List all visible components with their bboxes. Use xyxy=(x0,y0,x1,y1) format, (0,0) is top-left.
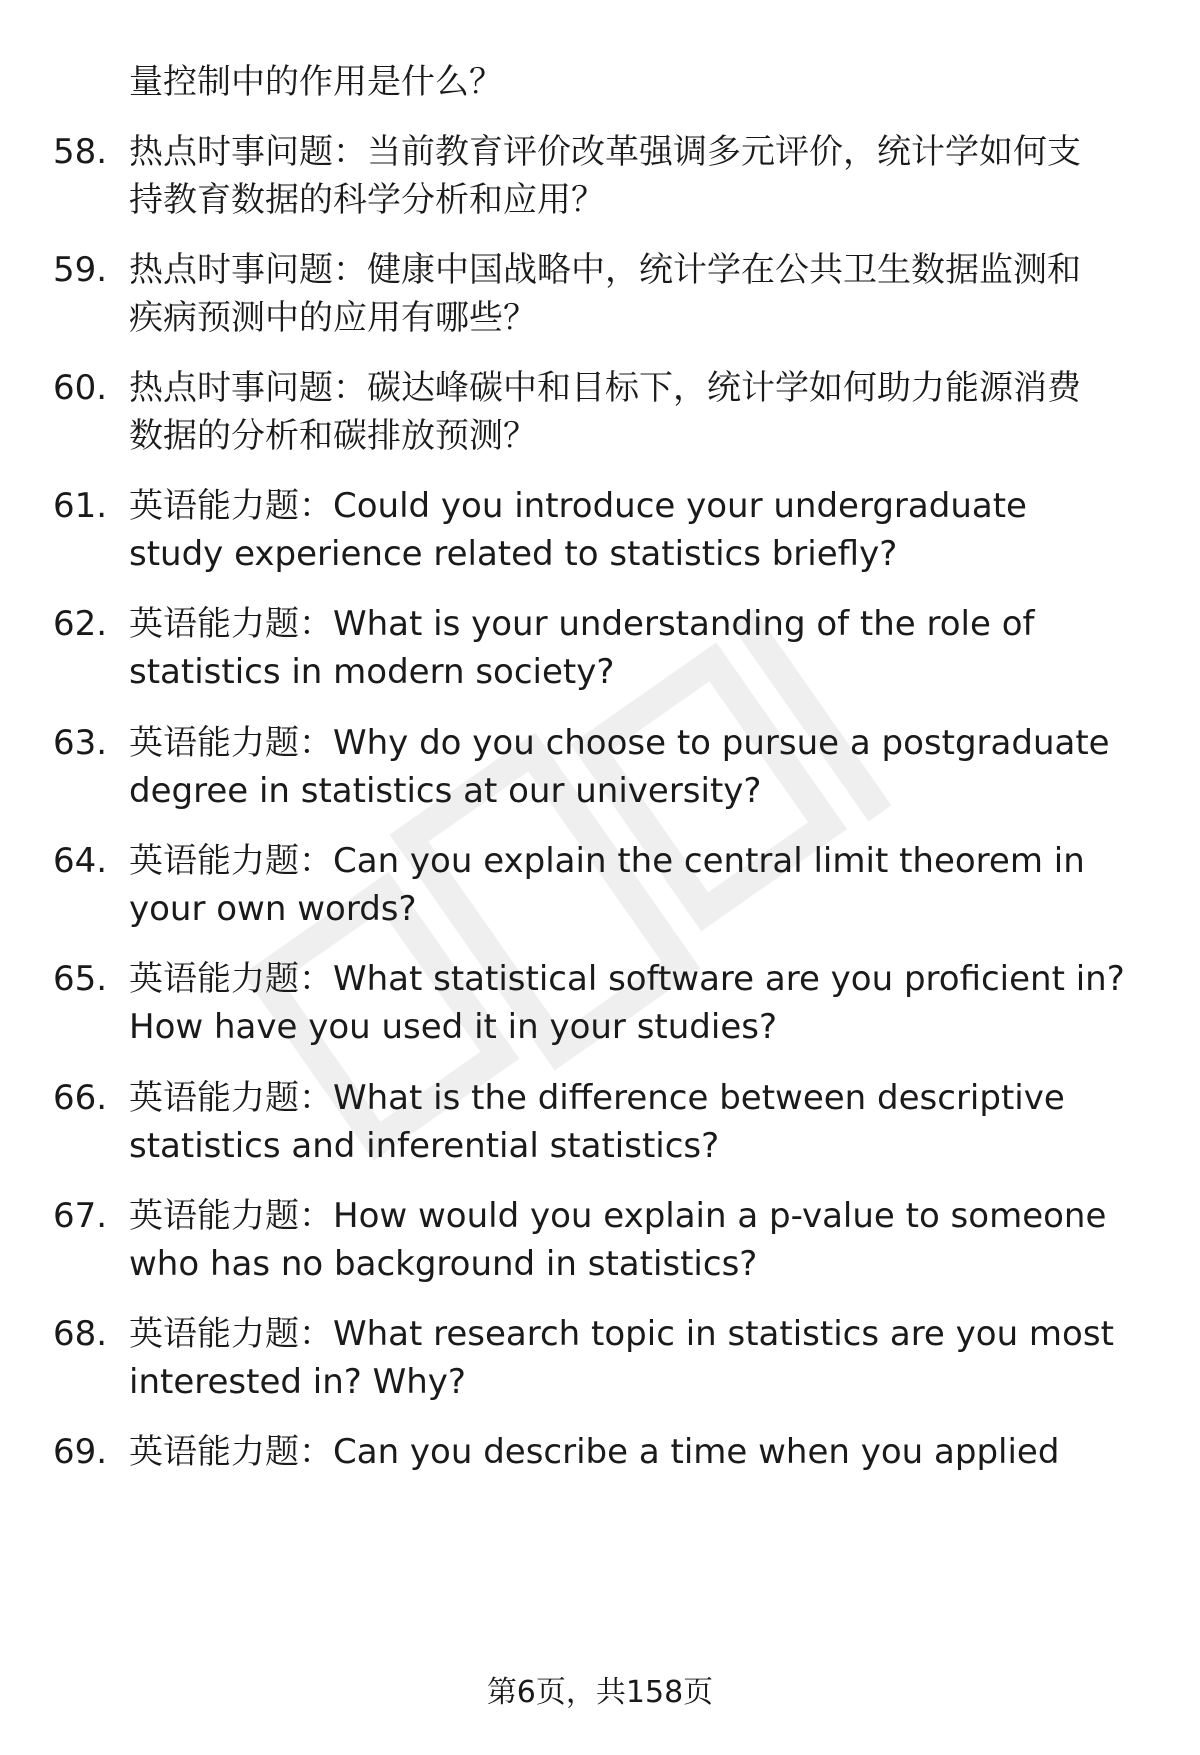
question-line: 英语能力题：What is your understanding of the role of xyxy=(129,604,1035,644)
question-line: interested in? Why? xyxy=(129,1362,466,1402)
question-line: who has no background in statistics? xyxy=(129,1244,758,1284)
question-line: 英语能力题：What is the difference between descriptive xyxy=(129,1078,1065,1118)
question-number: 60. xyxy=(53,368,108,408)
question-line: 数据的分析和碳排放预测？ xyxy=(129,416,537,456)
question-line: degree in statistics at our university? xyxy=(129,771,762,811)
question-number: 58. xyxy=(53,132,108,172)
question-line: 英语能力题：Can you explain the central limit theorem in xyxy=(129,841,1085,881)
question-line: 量控制中的作用是什么？ xyxy=(129,62,503,102)
question-line: 英语能力题：What statistical software are you proficient in? xyxy=(129,959,1125,999)
question-line: 英语能力题：Why do you choose to pursue a postgraduate xyxy=(129,723,1110,763)
question-line: statistics in modern society? xyxy=(129,652,615,692)
question-line: 英语能力题：What research topic in statistics are you most xyxy=(129,1314,1114,1354)
question-number: 66. xyxy=(53,1078,108,1118)
question-number: 59. xyxy=(53,250,108,290)
question-line: 英语能力题：How would you explain a p-value to someone xyxy=(129,1196,1107,1236)
question-line: How have you used it in your studies? xyxy=(129,1007,778,1047)
question-number: 64. xyxy=(53,841,108,881)
question-line: 英语能力题：Could you introduce your undergraduate xyxy=(129,486,1027,526)
question-line: 持教育数据的科学分析和应用？ xyxy=(129,180,605,220)
question-line: 疾病预测中的应用有哪些？ xyxy=(129,298,537,338)
question-line: 热点时事问题：健康中国战略中，统计学在公共卫生数据监测和 xyxy=(129,250,1081,290)
question-line: your own words? xyxy=(129,889,417,929)
question-number: 61. xyxy=(53,486,108,526)
question-line: 热点时事问题：当前教育评价改革强调多元评价，统计学如何支 xyxy=(129,132,1081,172)
question-number: 67. xyxy=(53,1196,108,1236)
question-line: statistics and inferential statistics? xyxy=(129,1126,720,1166)
question-number: 62. xyxy=(53,604,108,644)
question-line: 英语能力题：Can you describe a time when you applied xyxy=(129,1432,1060,1472)
question-number: 69. xyxy=(53,1432,108,1472)
question-number: 63. xyxy=(53,723,108,763)
question-number: 65. xyxy=(53,959,108,999)
question-number: 68. xyxy=(53,1314,108,1354)
question-line: study experience related to statistics briefly? xyxy=(129,534,898,574)
page-number-footer: 第6页，共158页 xyxy=(486,1675,714,1710)
question-line: 热点时事问题：碳达峰碳中和目标下，统计学如何助力能源消费 xyxy=(129,368,1081,408)
